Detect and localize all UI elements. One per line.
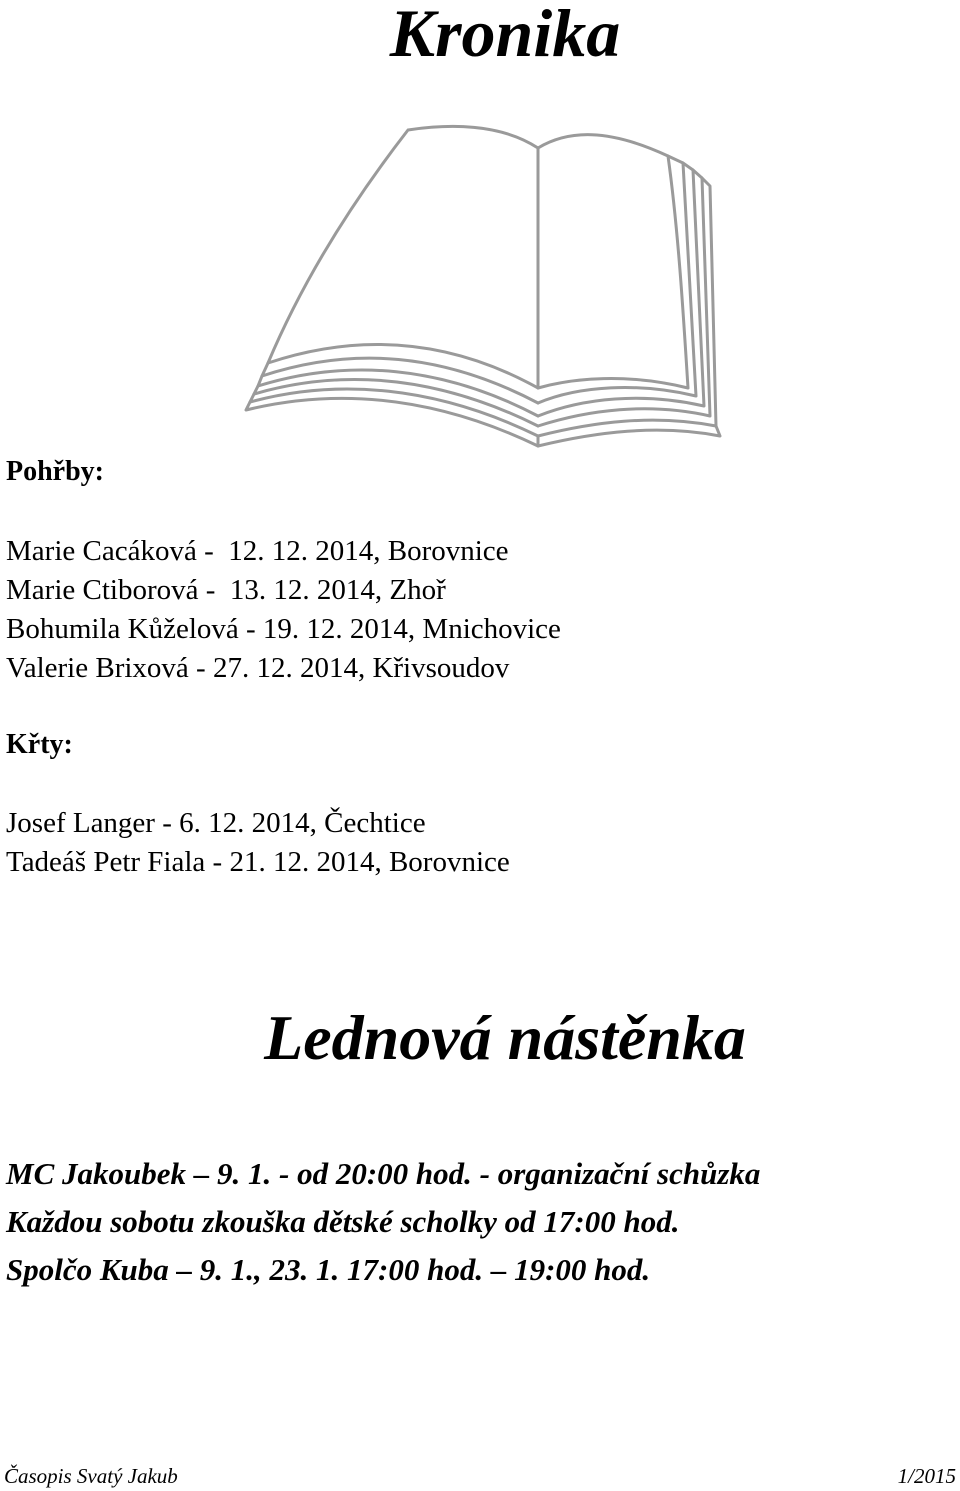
page-footer: [0, 1462, 960, 1491]
baptisms-list: [6, 804, 510, 882]
issue-number: 1/2015: [897, 1464, 956, 1488]
burials-list: [6, 532, 561, 688]
baptism-entry: Josef Langer - 6. 12. 2014, Čechtice: [6, 807, 426, 839]
burial-entry: Marie Cacáková - 12. 12. 2014, Borovnice: [6, 535, 509, 567]
publication-name: Časopis Svatý Jakub: [4, 1464, 178, 1488]
baptism-entry: Tadeáš Petr Fiala - 21. 12. 2014, Borovnice: [6, 846, 510, 878]
burial-entry: Valerie Brixová - 27. 12. 2014, Křivsoudov: [6, 652, 510, 684]
notice-item: Spolčo Kuba – 9. 1., 23. 1. 17:00 hod. – 19:00 hod.: [6, 1252, 651, 1287]
burial-entry: Marie Ctiborová - 13. 12. 2014, Zhoř: [6, 574, 446, 606]
burials-heading: Pohřby:: [6, 456, 104, 487]
notice-board-list: [6, 1150, 760, 1294]
open-book-icon: [238, 118, 738, 450]
burial-entry: Bohumila Kůželová - 19. 12. 2014, Mnichovice: [6, 613, 561, 645]
page-title: Kronika: [389, 0, 621, 71]
baptisms-heading: Křty:: [6, 729, 73, 760]
notice-item: Každou sobotu zkouška dětské scholky od 17:00 hod.: [6, 1204, 680, 1239]
notice-item: MC Jakoubek – 9. 1. - od 20:00 hod. - organizační schůzka: [6, 1156, 761, 1191]
notice-board-heading: Lednová nástěnka: [264, 1002, 746, 1073]
